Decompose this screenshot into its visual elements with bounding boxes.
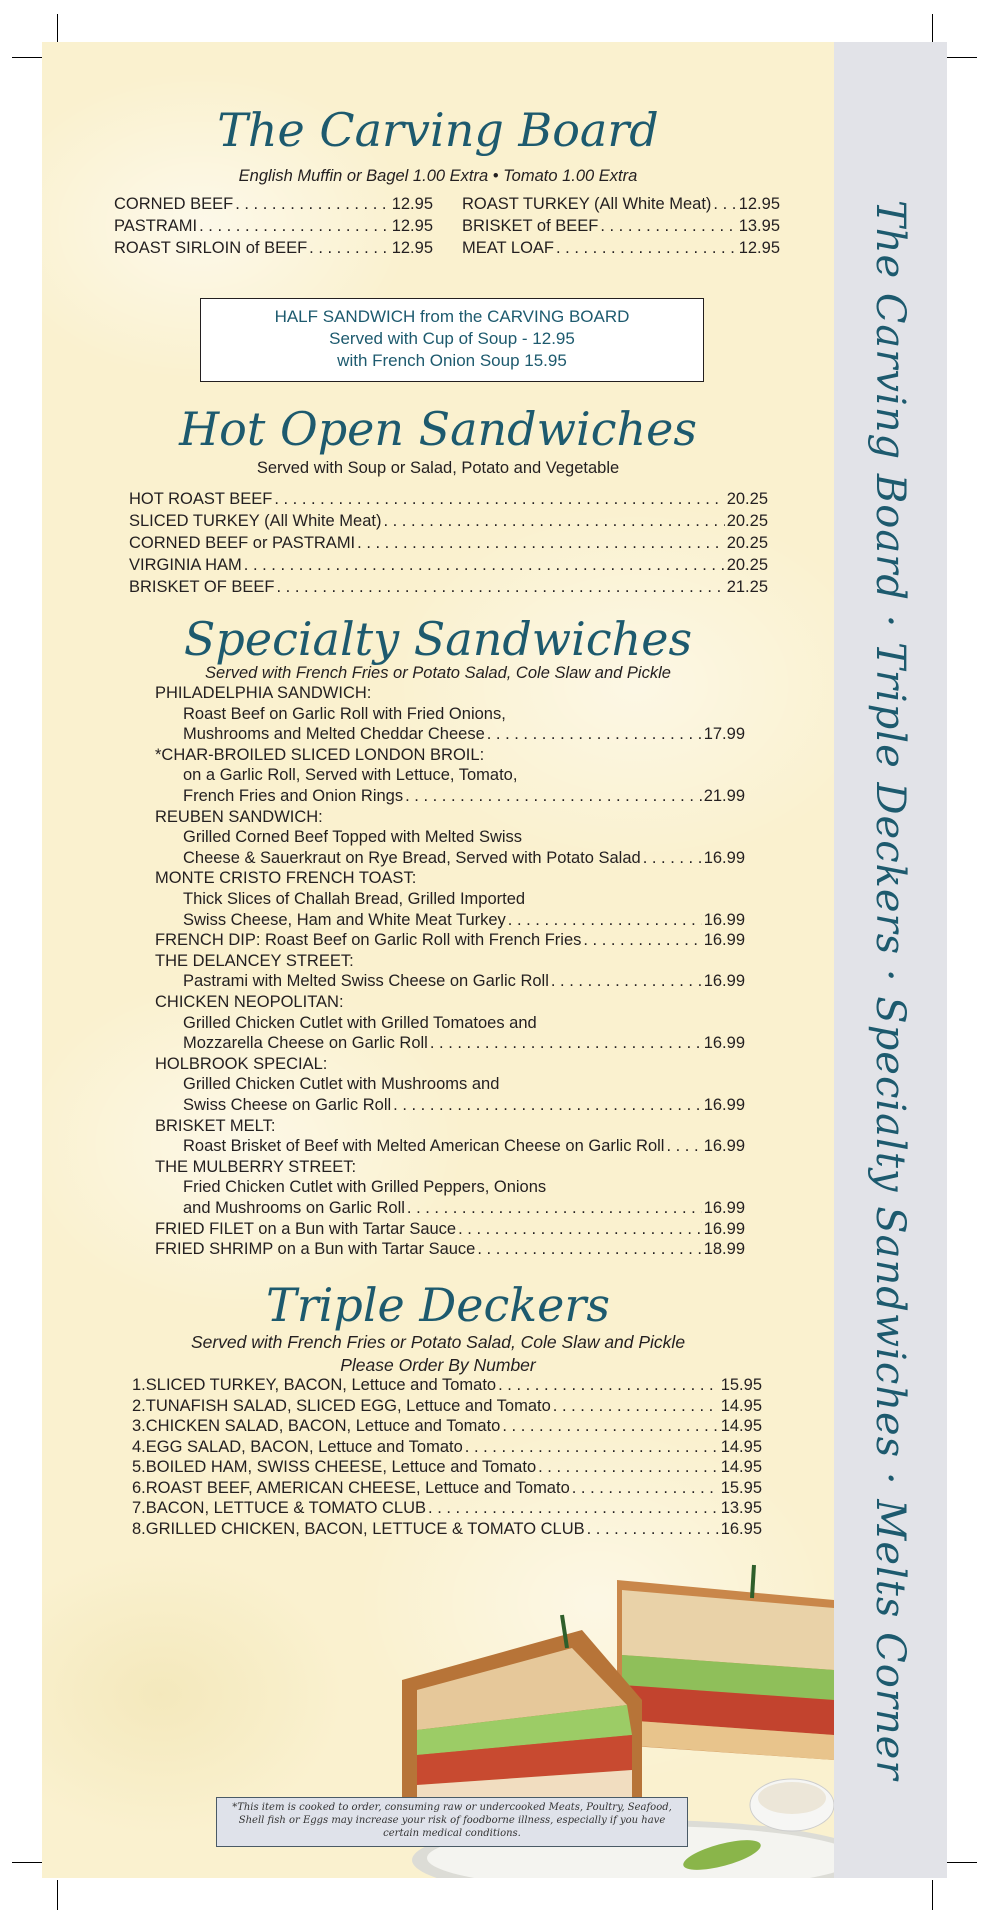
half-sandwich-line: with French Onion Soup 15.95 xyxy=(337,351,567,370)
item-name: Swiss Cheese, Ham and White Meat Turkey xyxy=(183,910,506,929)
menu-item xyxy=(132,1417,762,1436)
item-number: 1. xyxy=(132,1376,146,1394)
item-name: FRENCH DIP: Roast Beef on Garlic Roll with French Fries xyxy=(155,931,582,950)
crop-mark xyxy=(932,14,933,44)
crop-mark xyxy=(947,1862,977,1863)
item-description: Thick Slices of Challah Bread, Grilled Imported xyxy=(183,890,526,908)
item-price: 18.99 xyxy=(703,1240,745,1259)
item-number: 4. xyxy=(132,1437,146,1456)
item-price: 14.95 xyxy=(720,1458,762,1476)
item-name: VIRGINIA HAM xyxy=(129,556,242,574)
item-heading: *CHAR-BROILED SLICED LONDON BROIL: xyxy=(155,745,485,764)
triple-deckers-note: Served with French Fries or Potato Salad, Cole Slaw and Pickle xyxy=(190,1332,686,1352)
item-heading: THE DELANCEY STREET: xyxy=(155,951,354,970)
menu-item xyxy=(155,1220,745,1239)
item-price: 20.25 xyxy=(726,556,768,574)
menu-item xyxy=(462,217,780,236)
item-heading: HOLBROOK SPECIAL: xyxy=(155,1054,328,1073)
item-number: 5. xyxy=(132,1458,146,1476)
menu-item xyxy=(183,1096,745,1115)
crop-mark xyxy=(12,1862,42,1863)
item-price: 15.95 xyxy=(720,1376,762,1394)
side-title: The Carving Board · Triple Deckers · Specialty Sandwiches · Melts Corner xyxy=(867,200,913,1781)
item-name: GRILLED CHICKEN, BACON, LETTUCE & TOMATO CLUB xyxy=(145,1519,585,1538)
item-price: 16.99 xyxy=(703,931,745,950)
item-number: 3. xyxy=(132,1417,146,1435)
item-name: FRIED FILET on a Bun with Tartar Sauce xyxy=(155,1219,457,1238)
item-number: 8. xyxy=(132,1519,146,1538)
menu-item xyxy=(183,849,745,868)
item-heading: THE MULBERRY STREET: xyxy=(155,1157,357,1176)
triple-deckers-order-note: Please Order By Number xyxy=(340,1355,536,1375)
hot-open-note: Served with Soup or Salad, Potato and Vegetable xyxy=(256,459,620,477)
crop-mark xyxy=(12,57,42,58)
menu-item xyxy=(183,972,745,991)
crop-mark xyxy=(947,57,977,58)
item-name: and Mushrooms on Garlic Roll xyxy=(183,1199,405,1217)
menu-item xyxy=(155,1240,745,1259)
item-heading: PHILADELPHIA SANDWICH: xyxy=(155,684,372,702)
item-name: BOILED HAM, SWISS CHEESE, Lettuce and Tomato xyxy=(145,1458,537,1476)
item-price: 16.99 xyxy=(703,1096,745,1114)
menu-item xyxy=(183,725,745,744)
item-name: Roast Brisket of Beef with Melted American Cheese on Garlic Roll xyxy=(183,1137,665,1156)
item-price: 20.25 xyxy=(726,512,768,530)
item-price: 12.95 xyxy=(391,217,433,235)
item-name: ROAST TURKEY (All White Meat) xyxy=(462,195,712,213)
hot-open-title: Hot Open Sandwiches xyxy=(179,402,697,456)
item-price: 21.99 xyxy=(703,787,745,805)
menu-item xyxy=(132,1397,762,1416)
menu-item xyxy=(183,1034,745,1053)
item-heading: MONTE CRISTO FRENCH TOAST: xyxy=(155,869,417,888)
specialty-note: Served with French Fries or Potato Salad, Cole Slaw and Pickle xyxy=(205,664,671,682)
item-price: 20.25 xyxy=(726,490,768,508)
item-price: 12.95 xyxy=(391,195,433,213)
item-price: 12.95 xyxy=(738,239,780,257)
menu-item xyxy=(132,1438,762,1457)
menu-item xyxy=(155,931,745,950)
item-name: ROAST SIRLOIN of BEEF xyxy=(114,239,308,257)
menu-item xyxy=(129,534,768,553)
item-number: 7. xyxy=(132,1499,146,1517)
item-name: French Fries and Onion Rings xyxy=(183,787,404,805)
item-price: 13.95 xyxy=(720,1499,762,1517)
item-name: Mushrooms and Melted Cheddar Cheese xyxy=(183,725,485,744)
item-price: 16.95 xyxy=(720,1519,762,1538)
item-description: Grilled Chicken Cutlet with Grilled Tomatoes and xyxy=(183,1013,537,1032)
item-price: 16.99 xyxy=(703,1137,745,1156)
specialty-title: Specialty Sandwiches xyxy=(183,612,693,666)
item-price: 16.99 xyxy=(703,1034,745,1053)
half-sandwich-line: Served with Cup of Soup - 12.95 xyxy=(329,329,575,348)
item-price: 16.99 xyxy=(703,1199,745,1217)
item-name: ROAST BEEF, AMERICAN CHEESE, Lettuce and Tomato xyxy=(145,1478,570,1497)
half-sandwich-line: HALF SANDWICH from the CARVING BOARD xyxy=(274,307,630,326)
triple-deckers-title: Triple Deckers xyxy=(266,1278,610,1332)
half-sandwich-box xyxy=(200,298,704,382)
menu-item xyxy=(183,1199,745,1218)
menu-item xyxy=(129,512,768,531)
item-heading: BRISKET MELT: xyxy=(155,1116,276,1135)
item-name: CORNED BEEF or PASTRAMI xyxy=(129,534,356,552)
item-name: FRIED SHRIMP on a Bun with Tartar Sauce xyxy=(155,1240,476,1259)
item-price: 16.99 xyxy=(703,848,745,867)
menu-item xyxy=(462,239,780,258)
menu-item xyxy=(183,1137,745,1156)
menu-item xyxy=(462,195,780,214)
crop-mark xyxy=(57,14,58,44)
item-name: TUNAFISH SALAD, SLICED EGG, Lettuce and Tomato xyxy=(145,1396,551,1415)
carving-board-title: The Carving Board xyxy=(217,103,659,157)
item-name: Mozzarella Cheese on Garlic Roll xyxy=(183,1034,428,1053)
menu-item xyxy=(114,195,433,214)
item-heading: CHICKEN NEOPOLITAN: xyxy=(155,993,344,1011)
item-description: Grilled Chicken Cutlet with Mushrooms and xyxy=(183,1075,500,1094)
menu-item xyxy=(132,1520,762,1539)
menu-item xyxy=(183,911,745,930)
menu-item xyxy=(129,578,768,597)
item-price: 12.95 xyxy=(391,239,433,257)
item-price: 16.99 xyxy=(703,1219,745,1238)
item-number: 6. xyxy=(132,1478,146,1497)
item-description: Grilled Corned Beef Topped with Melted Swiss xyxy=(183,828,523,847)
item-price: 15.95 xyxy=(720,1478,762,1497)
item-name: CORNED BEEF xyxy=(114,195,234,213)
menu-item xyxy=(132,1499,762,1518)
menu-item xyxy=(183,787,745,806)
menu-item xyxy=(114,217,433,236)
menu-item xyxy=(132,1376,762,1395)
item-price: 20.25 xyxy=(726,534,768,552)
carving-board-note: English Muffin or Bagel 1.00 Extra • Tomato 1.00 Extra xyxy=(238,167,638,185)
menu-item xyxy=(132,1479,762,1498)
item-price: 14.95 xyxy=(720,1417,762,1435)
item-name: SLICED TURKEY (All White Meat) xyxy=(129,512,382,530)
item-name: Swiss Cheese on Garlic Roll xyxy=(183,1096,392,1114)
item-name: BACON, LETTUCE & TOMATO CLUB xyxy=(145,1499,427,1517)
item-heading: REUBEN SANDWICH: xyxy=(155,807,323,826)
item-price: 13.95 xyxy=(738,217,780,235)
item-price: 14.95 xyxy=(720,1437,762,1456)
menu-item xyxy=(132,1458,762,1477)
item-name: Cheese & Sauerkraut on Rye Bread, Served with Potato Salad xyxy=(183,848,641,867)
item-price: 16.99 xyxy=(703,972,745,991)
item-name: CHICKEN SALAD, BACON, Lettuce and Tomato xyxy=(145,1417,501,1435)
item-price: 12.95 xyxy=(738,195,780,213)
item-name: HOT ROAST BEEF xyxy=(129,490,273,508)
item-description: Roast Beef on Garlic Roll with Fried Onions, xyxy=(183,704,506,723)
item-price: 21.25 xyxy=(726,578,768,596)
item-price: 16.99 xyxy=(703,910,745,929)
menu-item xyxy=(129,556,768,575)
item-name: SLICED TURKEY, BACON, Lettuce and Tomato xyxy=(145,1376,497,1394)
item-name: BRISKET of BEEF xyxy=(462,217,599,235)
crop-mark xyxy=(57,1880,58,1910)
item-price: 17.99 xyxy=(703,725,745,744)
item-description: on a Garlic Roll, Served with Lettuce, Tomato, xyxy=(183,766,518,785)
item-name: MEAT LOAF xyxy=(462,239,554,257)
item-description: Fried Chicken Cutlet with Grilled Peppers, Onions xyxy=(183,1178,547,1197)
item-name: Pastrami with Melted Swiss Cheese on Garlic Roll xyxy=(183,972,549,991)
food-safety-disclaimer: *This item is cooked to order, consuming raw or undercooked Meats, Poultry, Seafood, Shell fish or Eggs may increase your risk of foodborne illness, especially if you have certain medical conditions. xyxy=(216,1797,688,1847)
menu-item xyxy=(129,490,768,509)
item-number: 2. xyxy=(132,1396,146,1415)
crop-mark xyxy=(932,1880,933,1910)
item-price: 14.95 xyxy=(720,1396,762,1415)
item-name: BRISKET OF BEEF xyxy=(129,578,275,596)
menu-item xyxy=(114,239,433,258)
item-name: PASTRAMI xyxy=(114,217,198,235)
item-name: EGG SALAD, BACON, Lettuce and Tomato xyxy=(145,1437,463,1456)
